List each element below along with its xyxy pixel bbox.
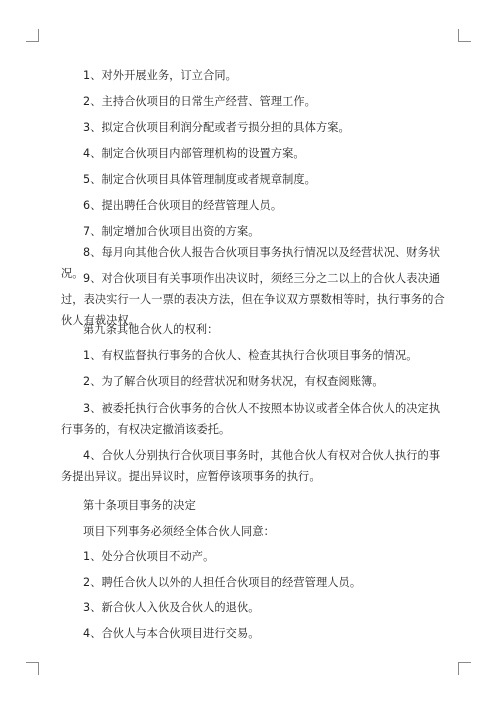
paragraph-8: 8、每月向其他合伙人报告合伙项目事务执行情况以及经营状况、财务状况。 [61,246,441,280]
paragraph-12: 3、被委托执行合伙事务的合伙人不按照本协议或者全体合伙人的决定执行事务的，有权决定撤消该委托。 [61,402,441,436]
paragraph-18: 4、合伙人与本合伙项目进行交易。 [83,627,260,640]
crop-mark-top-left [26,29,39,42]
paragraph-11: 2、为了解合伙项目的经营状况和财务状况，有权查阅账簿。 [83,375,384,388]
paragraph-3: 3、拟定合伙项目利润分配或者亏损分担的具体方案。 [83,121,350,134]
paragraph-10: 1、有权监督执行事务的合伙人、检查其执行合伙项目事务的情况。 [83,349,418,362]
paragraph-14: 项目下列事务必须经全体合伙人同意： [83,525,275,538]
section-heading-article-10: 第十条项目事务的决定 [83,499,196,512]
paragraph-15: 1、处分合伙项目不动产。 [83,550,215,563]
paragraph-17: 3、新合伙人入伙及合伙人的退伙。 [83,601,260,614]
paragraph-2: 2、主持合伙项目的日常生产经营、管理工作。 [83,95,316,108]
paragraph-16: 2、聘任合伙人以外的人担任合伙项目的经营管理人员。 [83,576,362,589]
crop-mark-top-right [458,29,471,42]
paragraph-4: 4、制定合伙项目内部管理机构的设置方案。 [83,147,305,160]
paragraph-9: 9、对合伙项目有关事项作出决议时，须经三分之二以上的合伙人表决通过，表决实行一人一票的表决方法，但在争议双方票数相等时，执行事务的合伙人有裁决权。 [61,272,445,327]
paragraph-6: 6、提出聘任合伙项目的经营管理人员。 [83,199,283,212]
section-heading-article-9: 第九条其他合伙人的权利： [83,323,219,336]
paragraph-13: 4、合伙人分别执行合伙项目事务时，其他合伙人有权对合伙人执行的事务提出异议。提出异议时，应暂停该项事务的执行。 [61,449,441,483]
paragraph-7: 7、制定增加合伙项目出资的方案。 [83,225,260,238]
crop-mark-bottom-left [26,662,39,675]
crop-mark-bottom-right [458,662,471,675]
paragraph-1: 1、对外开展业务，订立合同。 [83,69,237,82]
paragraph-5: 5、制定合伙项目具体管理制度或者规章制度。 [83,173,316,186]
